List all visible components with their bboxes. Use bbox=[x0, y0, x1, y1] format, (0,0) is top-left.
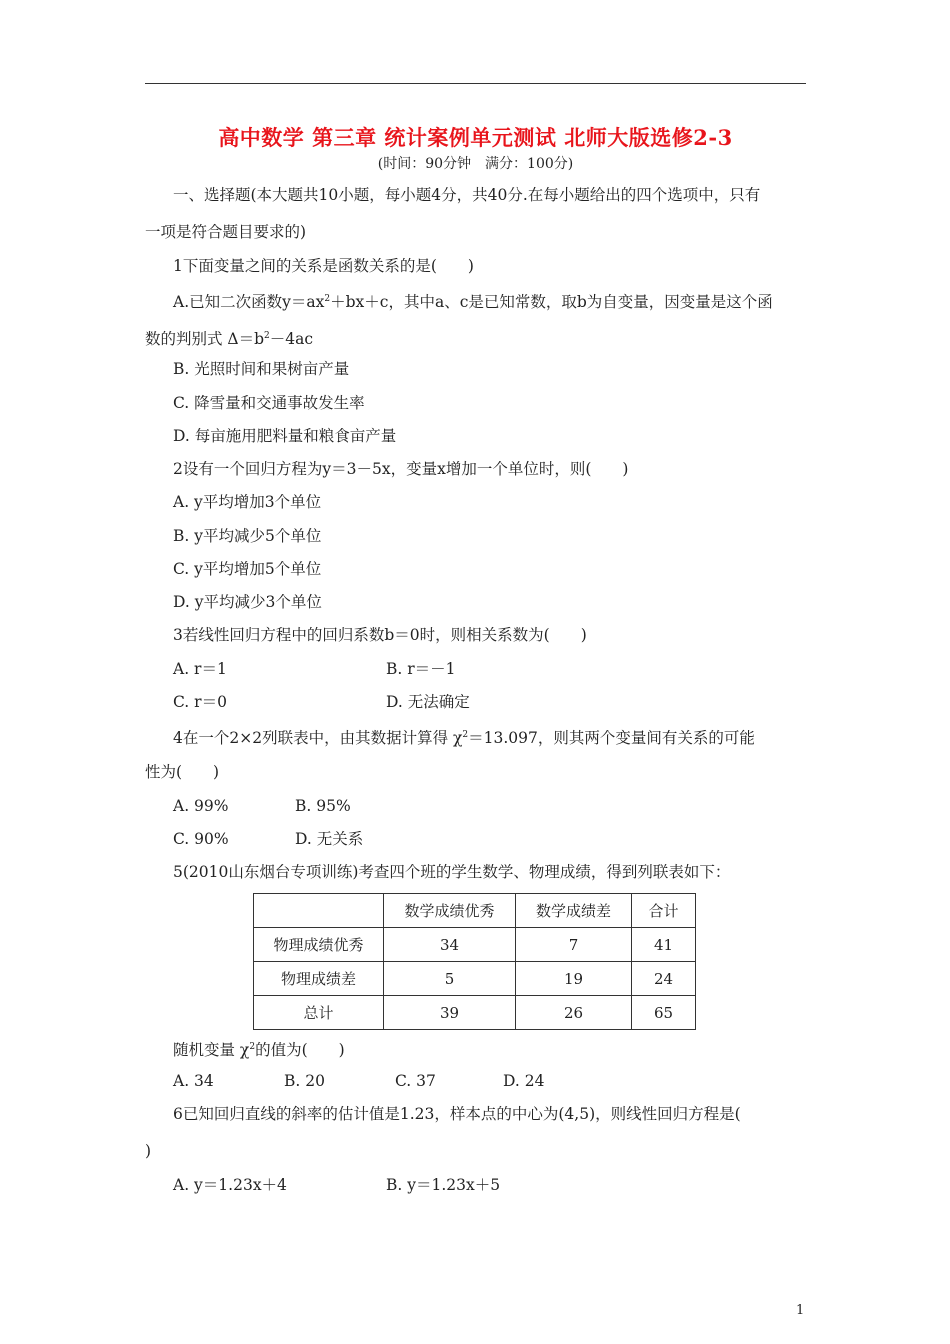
table-cell: 7 bbox=[516, 928, 632, 962]
table-cell: 物理成绩差 bbox=[254, 962, 384, 996]
table-cell: 41 bbox=[632, 928, 696, 962]
table-cell: 26 bbox=[516, 996, 632, 1030]
q4-option-b: B. 95% bbox=[295, 797, 351, 815]
table-cell: 24 bbox=[632, 962, 696, 996]
q5-question-line: 随机变量 $\chi^2$的值为( ) bbox=[173, 1041, 345, 1060]
q2-stem: 2设有一个回归方程为y＝3－5x，变量x增加一个单位时，则( ) bbox=[173, 460, 629, 478]
table-header-cell: 数学成绩优秀 bbox=[384, 894, 516, 928]
table-header-row bbox=[254, 894, 696, 928]
q3-option-b: B. r＝－1 bbox=[386, 660, 456, 678]
table-cell: 物理成绩优秀 bbox=[254, 928, 384, 962]
q6-option-b: B. y＝1.23x＋5 bbox=[386, 1176, 501, 1194]
table-row bbox=[254, 962, 696, 996]
table-header-cell bbox=[254, 894, 384, 928]
q1-option-a-line-1: A.已知二次函数$y=ax^2+bx+c$，其中a、c是已知常数，取b为自变量，因变量是这个函 bbox=[173, 293, 773, 312]
q2-option-a: A. y平均增加3个单位 bbox=[173, 493, 322, 511]
section-instructions-line-1: 一、选择题(本大题共10小题，每小题4分，共40分.在每小题给出的四个选项中，只有 bbox=[173, 186, 761, 204]
table-cell: 5 bbox=[384, 962, 516, 996]
q6-stem-line-2: ) bbox=[145, 1142, 152, 1160]
q5-option-b: B. 20 bbox=[284, 1072, 325, 1090]
table-cell: 总计 bbox=[254, 996, 384, 1030]
q1-option-a-line-2: 数的判别式 $\Delta=b^2-4ac$ bbox=[145, 330, 314, 349]
table-row bbox=[254, 996, 696, 1030]
q6-option-a: A. y＝1.23x＋4 bbox=[173, 1176, 287, 1194]
q2-option-d: D. y平均减少3个单位 bbox=[173, 593, 322, 611]
q1-stem: 1下面变量之间的关系是函数关系的是( ) bbox=[173, 257, 474, 275]
q1-option-b: B. 光照时间和果树亩产量 bbox=[173, 360, 350, 378]
q2-option-c: C. y平均增加5个单位 bbox=[173, 560, 322, 578]
q4-stem-line-1: 4在一个2×2列联表中，由其数据计算得 $\chi^2=13.097$，则其两个变量间有关系的可能 bbox=[173, 729, 755, 748]
q4-option-c: C. 90% bbox=[173, 830, 229, 848]
exam-info: (时间：90分钟 满分：100分) bbox=[377, 156, 574, 172]
q3-option-c: C. r＝0 bbox=[173, 693, 227, 711]
table-header-cell: 合计 bbox=[632, 894, 696, 928]
contingency-table bbox=[253, 893, 696, 1030]
table-cell: 39 bbox=[384, 996, 516, 1030]
q3-stem: 3若线性回归方程中的回归系数b＝0时，则相关系数为( ) bbox=[173, 626, 587, 644]
table-cell: 19 bbox=[516, 962, 632, 996]
table-cell: 65 bbox=[632, 996, 696, 1030]
q5-option-c: C. 37 bbox=[395, 1072, 436, 1090]
q2-option-b: B. y平均减少5个单位 bbox=[173, 527, 322, 545]
section-instructions-line-2: 一项是符合题目要求的) bbox=[145, 223, 307, 241]
q5-option-d: D. 24 bbox=[503, 1072, 545, 1090]
q4-option-a: A. 99% bbox=[173, 797, 229, 815]
q3-option-a: A. r＝1 bbox=[173, 660, 227, 678]
q3-option-d: D. 无法确定 bbox=[386, 693, 470, 711]
header-rule bbox=[145, 83, 806, 84]
q1-option-d: D. 每亩施用肥料量和粮食亩产量 bbox=[173, 427, 397, 445]
page-number: 1 bbox=[796, 1303, 805, 1318]
q5-stem: 5(2010山东烟台专项训练)考查四个班的学生数学、物理成绩，得到列联表如下： bbox=[173, 863, 731, 881]
table-header-cell: 数学成绩差 bbox=[516, 894, 632, 928]
q5-option-a: A. 34 bbox=[173, 1072, 214, 1090]
q6-stem-line-1: 6已知回归直线的斜率的估计值是1.23，样本点的中心为(4,5)，则线性回归方程是( bbox=[173, 1105, 741, 1123]
q4-option-d: D. 无关系 bbox=[295, 830, 364, 848]
table-row bbox=[254, 928, 696, 962]
q4-stem-line-2: 性为( ) bbox=[145, 763, 220, 781]
page-title: 高中数学 第三章 统计案例单元测试 北师大版选修2-3 bbox=[218, 125, 733, 150]
table-cell: 34 bbox=[384, 928, 516, 962]
q1-option-c: C. 降雪量和交通事故发生率 bbox=[173, 394, 365, 412]
